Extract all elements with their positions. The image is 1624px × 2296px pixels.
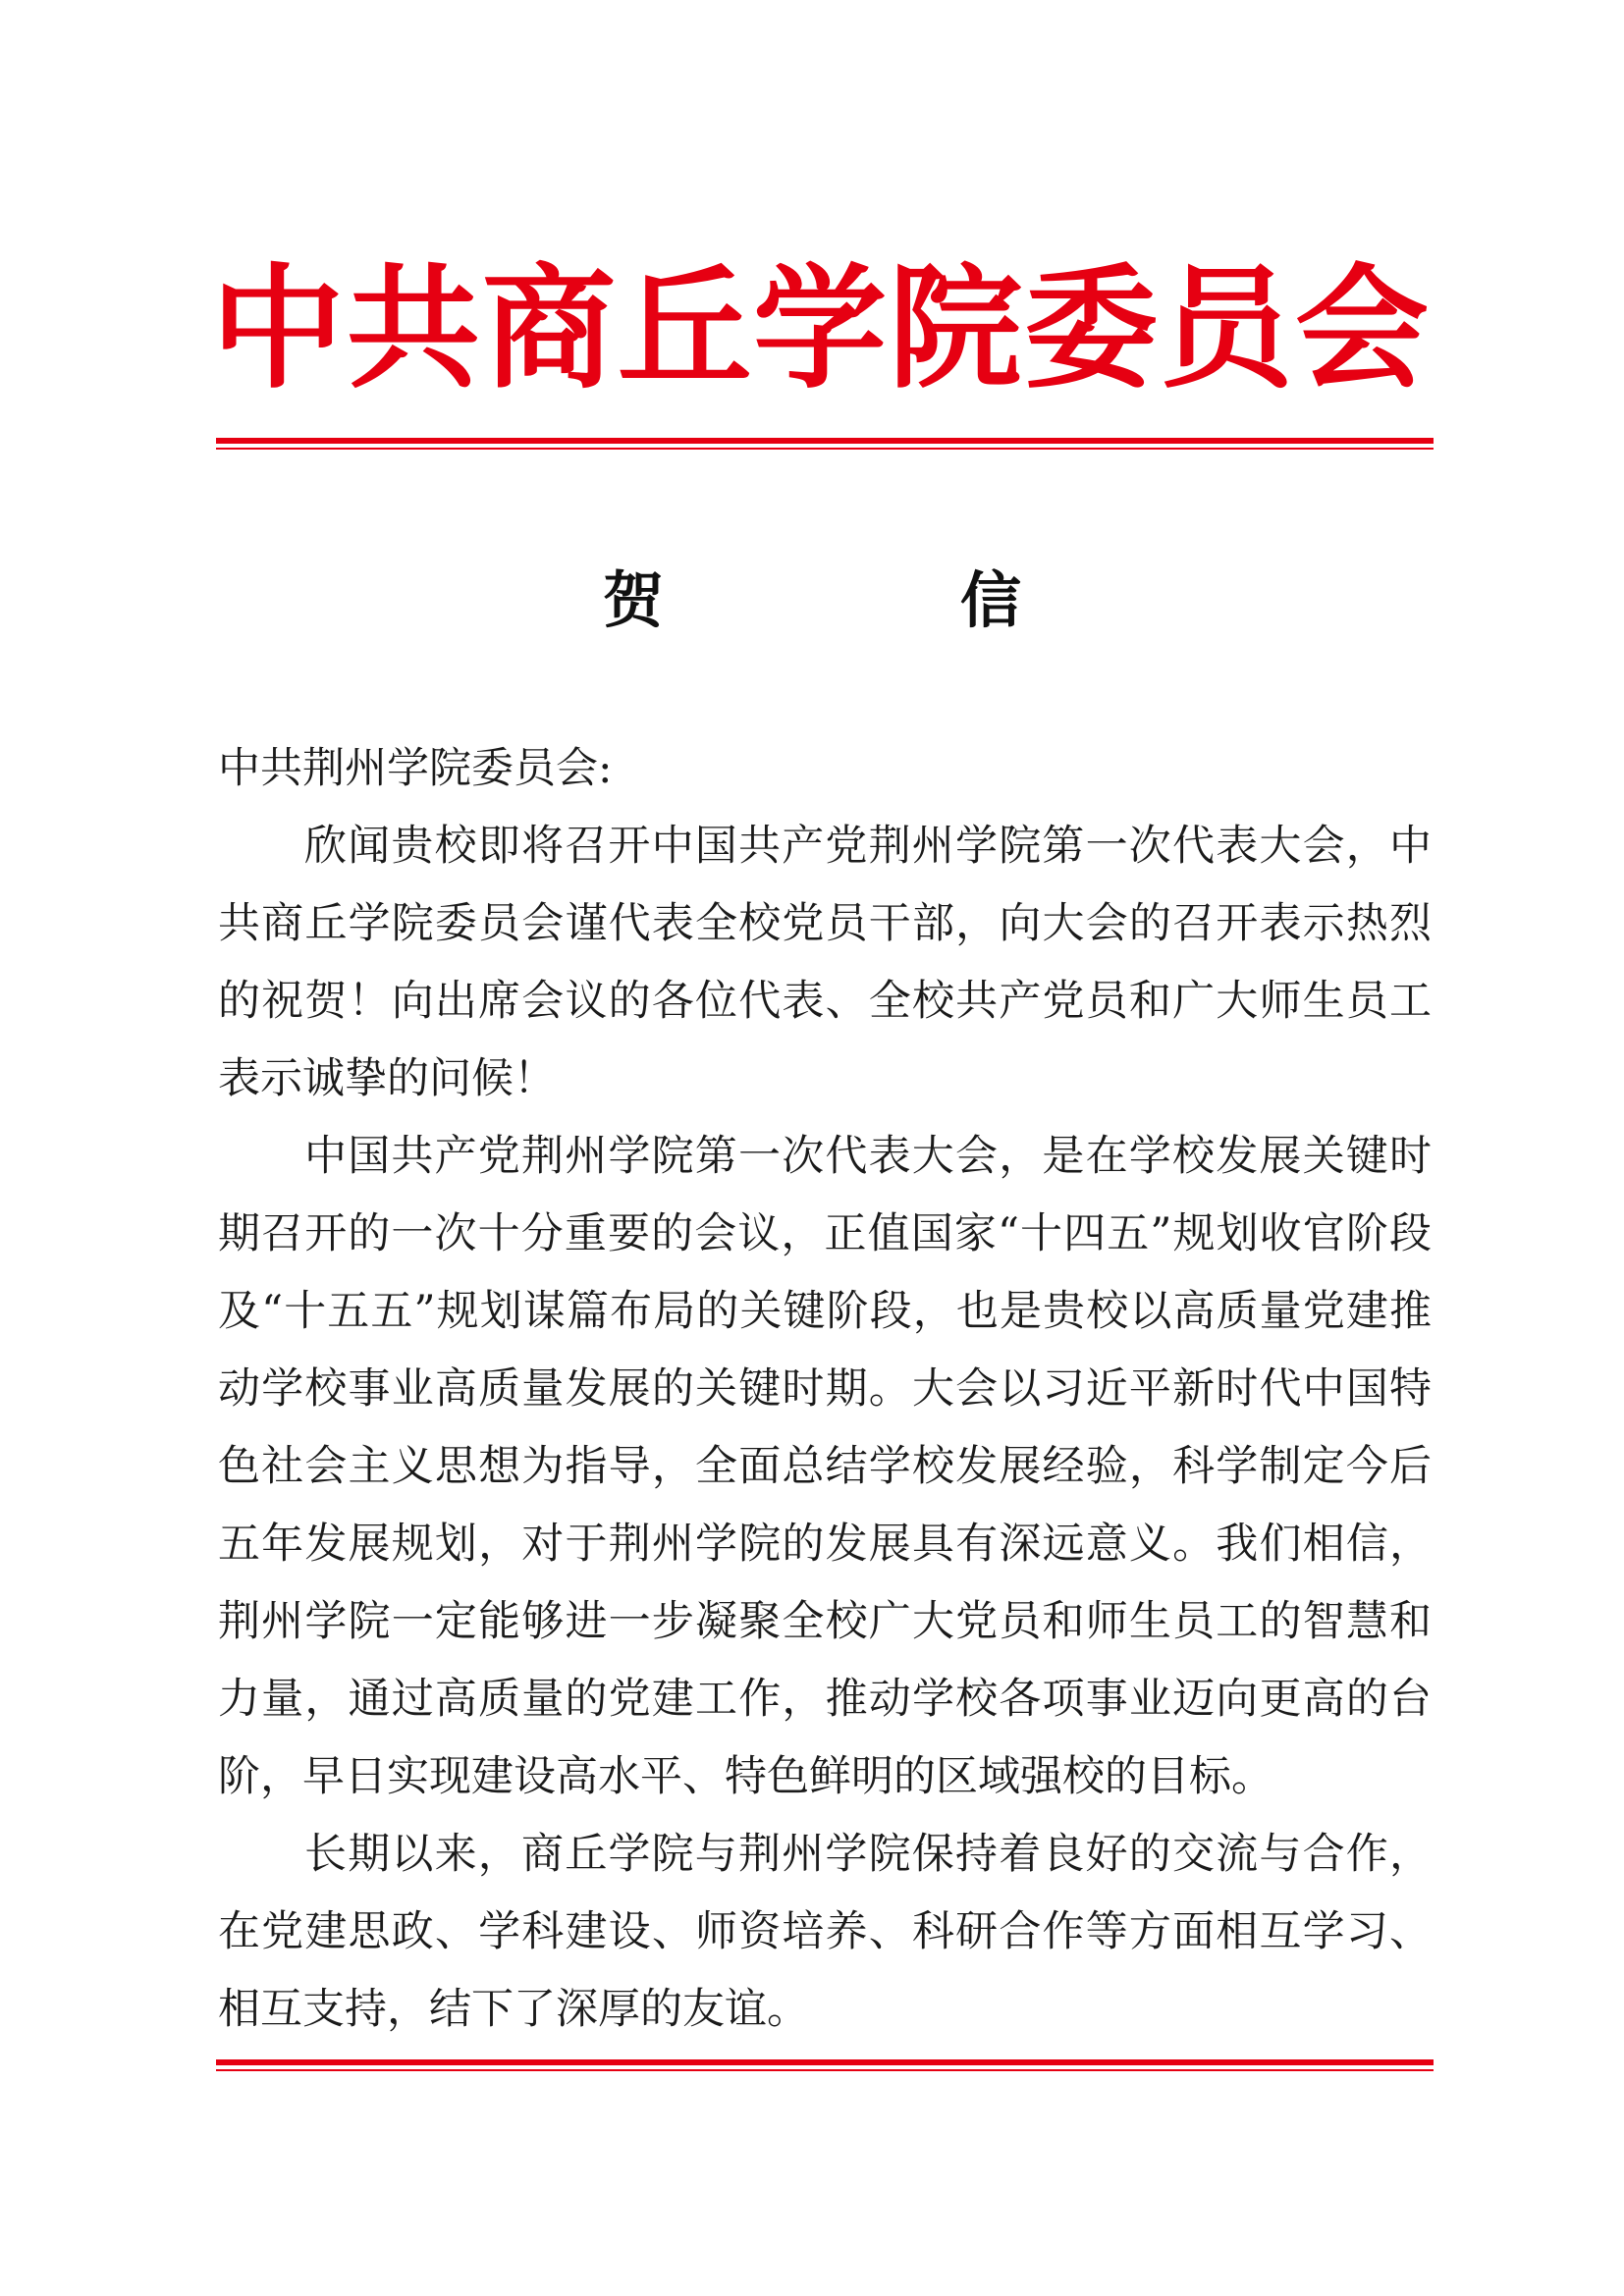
divider-thin-line — [216, 2069, 1434, 2071]
divider-thick-line — [216, 438, 1434, 444]
divider-thick-line — [216, 2059, 1434, 2065]
letter-title: 贺 信 — [602, 564, 1139, 636]
letterhead-divider-top — [216, 438, 1434, 450]
letterhead-org-name: 中共商丘学院委员会 — [211, 250, 1431, 407]
letter-paragraph: 长期以来，商丘学院与荆州学院保持着良好的交流与合作，在党建思政、学科建设、师资培养、科研合作等方面相互学习、相互支持，结下了深厚的友谊。 — [218, 1830, 1432, 2034]
letter-paragraph: 中国共产党荆州学院第一次代表大会，是在学校发展关键时期召开的一次十分重要的会议，正值国家“十四五”规划收官阶段及“十五五”规划谋篇布局的关键阶段，也是贵校以高质量党建推动学校事业高质量发展的关键时期。大会以习近平新时代中国特色社会主义思想为指导，全面总结学校发展经验，科学制定今后五年发展规划，对于荆州学院的发展具有深远意义。我们相信，荆州学院一定能够进一步凝聚全校广大党员和师生员工的智慧和力量，通过高质量的党建工作，推动学校各项事业迈向更高的台阶，早日实现建设高水平、特色鲜明的区域强校的目标。 — [218, 1132, 1432, 1801]
letter-salutation: 中共荆州学院委员会: — [218, 744, 613, 793]
letter-body — [218, 730, 1432, 2049]
letter-paragraph: 欣闻贵校即将召开中国共产党荆州学院第一次代表大会，中共商丘学院委员会谨代表全校党员干部，向大会的召开表示热烈的祝贺！向出席会议的各位代表、全校共产党员和广大师生员工表示诚挚的问候！ — [218, 822, 1432, 1103]
page-divider-bottom — [216, 2059, 1434, 2071]
divider-thin-line — [216, 448, 1434, 450]
